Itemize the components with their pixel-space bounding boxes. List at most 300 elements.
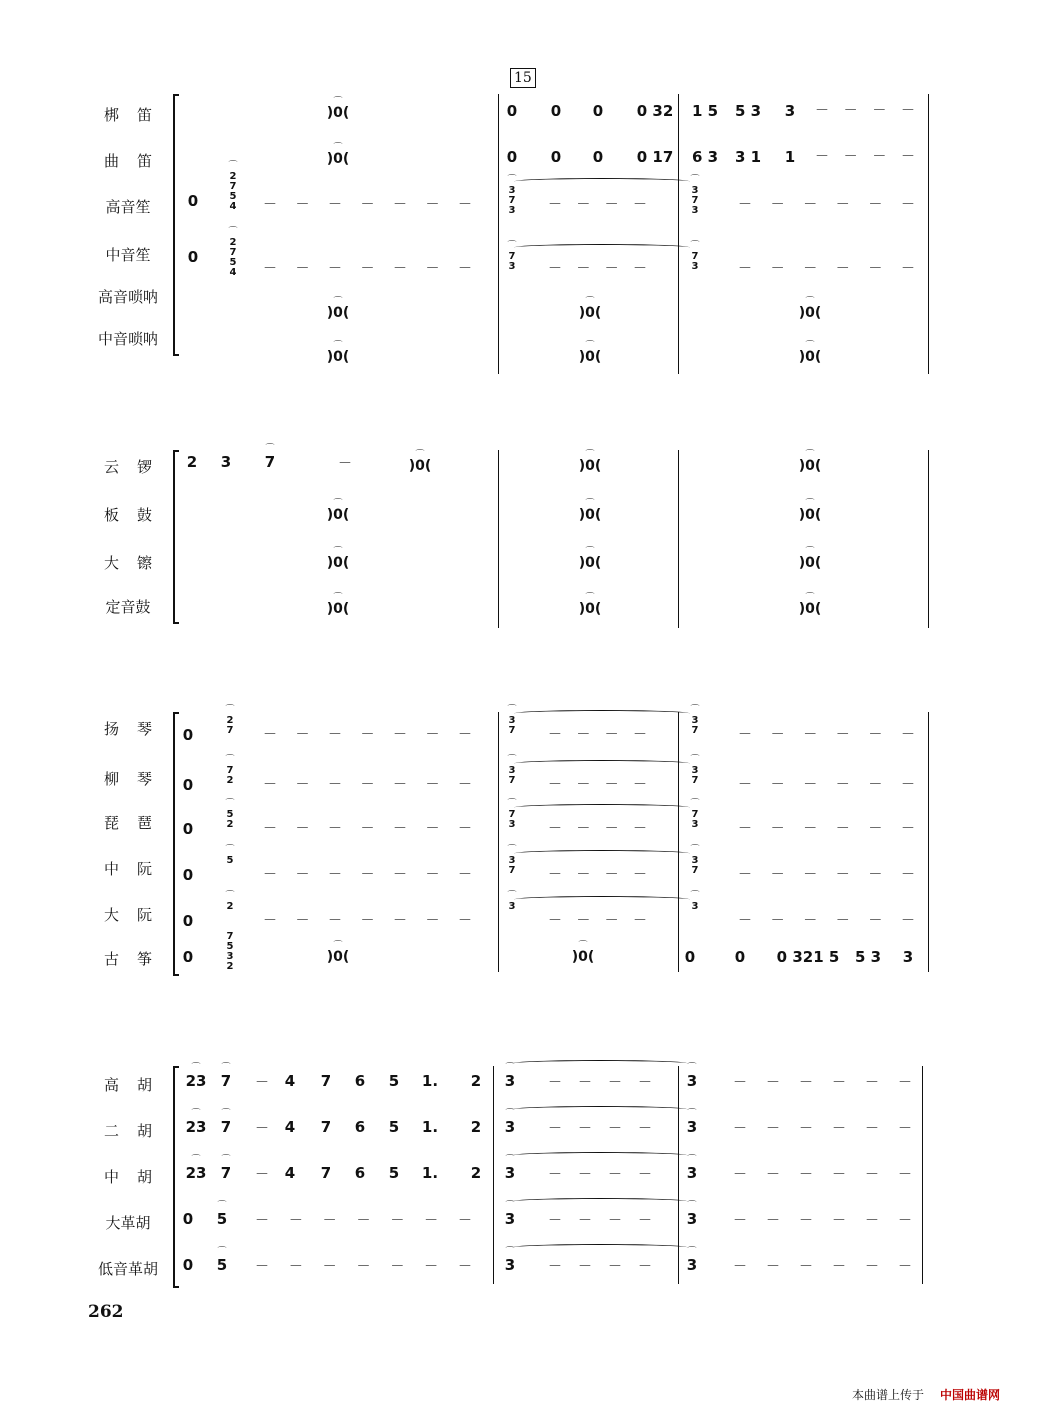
hold-dash: － bbox=[868, 197, 883, 213]
note: 3 bbox=[504, 1118, 516, 1136]
fermata: ⌒ bbox=[585, 499, 595, 509]
tie-arc bbox=[514, 178, 690, 185]
hold-dash: － bbox=[770, 727, 785, 743]
chord-stack: 2 7 5 4 bbox=[229, 237, 237, 278]
fermata: ⌒ bbox=[690, 845, 700, 855]
hold-dash: － bbox=[766, 1213, 780, 1229]
hold-dash: － bbox=[360, 727, 375, 743]
fermata: ⌒ bbox=[225, 845, 235, 855]
hold-dash: － bbox=[738, 197, 752, 213]
chord-stack: 3 7 bbox=[508, 855, 516, 876]
hold-dash: － bbox=[263, 197, 277, 213]
note: 3 bbox=[784, 102, 796, 120]
fermata: ⌒ bbox=[687, 1109, 697, 1119]
barline bbox=[922, 1066, 923, 1284]
hold-dash: － bbox=[328, 777, 342, 793]
note: 6 bbox=[354, 1072, 366, 1090]
hold-dash: － bbox=[872, 103, 887, 119]
fermata: ⌒ bbox=[690, 755, 700, 765]
fermata: ⌒ bbox=[690, 705, 700, 715]
hold-dash: － bbox=[633, 821, 647, 837]
note: 5 bbox=[388, 1164, 400, 1182]
rest-symbol: )0( bbox=[798, 458, 822, 474]
hold-dash: － bbox=[868, 261, 883, 277]
fermata: ⌒ bbox=[585, 593, 595, 603]
hold-dash: － bbox=[815, 103, 829, 119]
hold-dash: － bbox=[458, 197, 472, 213]
note: 2 bbox=[470, 1164, 482, 1182]
barline bbox=[678, 94, 679, 374]
fermata: ⌒ bbox=[585, 297, 595, 307]
hold-dash: － bbox=[255, 1121, 269, 1137]
hold-dash: － bbox=[835, 777, 850, 793]
hold-dash: － bbox=[255, 1075, 269, 1091]
hold-dash: － bbox=[576, 261, 591, 277]
fermata: ⌒ bbox=[191, 1155, 201, 1165]
hold-dash: － bbox=[738, 777, 752, 793]
fermata: ⌒ bbox=[507, 705, 517, 715]
hold-dash: － bbox=[604, 261, 619, 277]
note: 3 bbox=[504, 1256, 516, 1274]
note: 5 3 bbox=[734, 102, 762, 120]
note: 0 bbox=[182, 1210, 194, 1228]
hold-dash: － bbox=[738, 261, 752, 277]
hold-dash: － bbox=[843, 103, 858, 119]
hold-dash: － bbox=[633, 727, 647, 743]
note: 23 bbox=[185, 1072, 207, 1090]
hold-dash: － bbox=[578, 1213, 592, 1229]
hold-dash: － bbox=[458, 1259, 472, 1275]
note: 3 bbox=[504, 1210, 516, 1228]
hold-dash: － bbox=[803, 727, 818, 743]
hold-dash: － bbox=[356, 1259, 371, 1275]
hold-dash: － bbox=[328, 197, 342, 213]
hold-dash: － bbox=[458, 821, 472, 837]
staff-bracket bbox=[173, 1066, 179, 1288]
hold-dash: － bbox=[835, 821, 850, 837]
rest-symbol: )0( bbox=[326, 555, 350, 571]
rest-symbol: )0( bbox=[798, 555, 822, 571]
instrument-label: 定音鼓 bbox=[105, 598, 151, 616]
fermata: ⌒ bbox=[225, 755, 235, 765]
note: 2 bbox=[470, 1118, 482, 1136]
fermata: ⌒ bbox=[333, 341, 343, 351]
hold-dash: － bbox=[803, 197, 818, 213]
hold-dash: － bbox=[322, 1213, 337, 1229]
fermata: ⌒ bbox=[225, 705, 235, 715]
note: 7 bbox=[220, 1164, 232, 1182]
hold-dash: － bbox=[548, 777, 562, 793]
hold-dash: － bbox=[633, 777, 647, 793]
hold-dash: － bbox=[393, 197, 407, 213]
fermata: ⌒ bbox=[507, 891, 517, 901]
hold-dash: － bbox=[832, 1167, 846, 1183]
fermata: ⌒ bbox=[505, 1247, 515, 1257]
chord-stack: 5 bbox=[226, 855, 234, 866]
note: 6 bbox=[354, 1118, 366, 1136]
note: 0 bbox=[550, 148, 562, 166]
hold-dash: － bbox=[608, 1213, 622, 1229]
fermata: ⌒ bbox=[805, 593, 815, 603]
rest-symbol: )0( bbox=[326, 507, 350, 523]
hold-dash: － bbox=[295, 197, 310, 213]
note: 5 3 bbox=[854, 948, 882, 966]
hold-dash: － bbox=[255, 1259, 269, 1275]
hold-dash: － bbox=[901, 913, 915, 929]
note: 0 bbox=[182, 1256, 194, 1274]
instrument-label: 梆笛 bbox=[103, 106, 170, 124]
hold-dash: － bbox=[425, 727, 440, 743]
hold-dash: － bbox=[868, 821, 883, 837]
hold-dash: － bbox=[458, 261, 472, 277]
fermata: ⌒ bbox=[333, 297, 343, 307]
hold-dash: － bbox=[393, 727, 407, 743]
hold-dash: － bbox=[865, 1075, 879, 1091]
hold-dash: － bbox=[458, 1213, 472, 1229]
fermata: ⌒ bbox=[191, 1109, 201, 1119]
note: 0 bbox=[182, 912, 194, 930]
fermata: ⌒ bbox=[221, 1063, 231, 1073]
fermata: ⌒ bbox=[585, 341, 595, 351]
hold-dash: － bbox=[548, 821, 562, 837]
hold-dash: － bbox=[263, 867, 277, 883]
hold-dash: － bbox=[360, 913, 375, 929]
instrument-label: 低音革胡 bbox=[97, 1260, 158, 1278]
fermata: ⌒ bbox=[805, 341, 815, 351]
note: 0 bbox=[684, 948, 696, 966]
fermata: ⌒ bbox=[690, 891, 700, 901]
hold-dash: － bbox=[578, 1075, 592, 1091]
hold-dash: － bbox=[390, 1213, 405, 1229]
fermata: ⌒ bbox=[687, 1063, 697, 1073]
instrument-label: 大阮 bbox=[103, 906, 170, 924]
hold-dash: － bbox=[328, 261, 342, 277]
hold-dash: － bbox=[901, 103, 915, 119]
barline bbox=[928, 94, 929, 374]
hold-dash: － bbox=[832, 1121, 846, 1137]
instrument-label: 中音唢呐 bbox=[97, 330, 158, 348]
hold-dash: － bbox=[458, 727, 472, 743]
rest-symbol: )0( bbox=[326, 105, 350, 121]
hold-dash: － bbox=[638, 1167, 652, 1183]
hold-dash: － bbox=[803, 867, 818, 883]
note: 3 bbox=[686, 1210, 698, 1228]
hold-dash: － bbox=[770, 777, 785, 793]
hold-dash: － bbox=[733, 1213, 747, 1229]
hold-dash: － bbox=[799, 1259, 813, 1275]
hold-dash: － bbox=[901, 727, 915, 743]
hold-dash: － bbox=[898, 1167, 912, 1183]
tie-arc bbox=[514, 710, 690, 717]
fermata: ⌒ bbox=[687, 1155, 697, 1165]
hold-dash: － bbox=[263, 777, 277, 793]
hold-dash: － bbox=[295, 777, 310, 793]
barline bbox=[678, 450, 679, 628]
fermata: ⌒ bbox=[333, 593, 343, 603]
hold-dash: － bbox=[360, 777, 375, 793]
hold-dash: － bbox=[263, 727, 277, 743]
fermata: ⌒ bbox=[265, 444, 275, 454]
note: 7 bbox=[320, 1164, 332, 1182]
hold-dash: － bbox=[733, 1259, 747, 1275]
hold-dash: － bbox=[799, 1121, 813, 1137]
hold-dash: － bbox=[255, 1213, 269, 1229]
note: 0 bbox=[506, 102, 518, 120]
rest-symbol: )0( bbox=[326, 949, 350, 965]
chord-stack: 3 bbox=[691, 901, 699, 912]
hold-dash: － bbox=[295, 727, 310, 743]
fermata: ⌒ bbox=[507, 241, 517, 251]
tie-arc bbox=[514, 850, 690, 857]
hold-dash: － bbox=[803, 777, 818, 793]
hold-dash: － bbox=[803, 913, 818, 929]
fermata: ⌒ bbox=[585, 450, 595, 460]
note: 7 bbox=[220, 1118, 232, 1136]
hold-dash: － bbox=[738, 821, 752, 837]
chord-stack: 3 7 bbox=[508, 765, 516, 786]
chord-stack: 3 7 bbox=[691, 765, 699, 786]
hold-dash: － bbox=[288, 1213, 303, 1229]
fermata: ⌒ bbox=[578, 941, 588, 951]
instrument-label: 中阮 bbox=[103, 860, 170, 878]
hold-dash: － bbox=[295, 913, 310, 929]
rest-symbol: )0( bbox=[326, 305, 350, 321]
chord-stack: 3 bbox=[508, 901, 516, 912]
hold-dash: － bbox=[604, 777, 619, 793]
hold-dash: － bbox=[360, 261, 375, 277]
fermata: ⌒ bbox=[505, 1063, 515, 1073]
instrument-label: 高音笙 bbox=[105, 198, 151, 216]
hold-dash: － bbox=[766, 1167, 780, 1183]
rest-symbol: )0( bbox=[326, 349, 350, 365]
fermata: ⌒ bbox=[333, 499, 343, 509]
hold-dash: － bbox=[835, 913, 850, 929]
note: 3 bbox=[220, 453, 232, 471]
note: 7 bbox=[320, 1118, 332, 1136]
barline bbox=[678, 712, 679, 972]
note: 5 bbox=[216, 1210, 228, 1228]
hold-dash: － bbox=[633, 261, 647, 277]
hold-dash: － bbox=[608, 1259, 622, 1275]
fermata: ⌒ bbox=[505, 1201, 515, 1211]
rest-symbol: )0( bbox=[578, 305, 602, 321]
hold-dash: － bbox=[263, 913, 277, 929]
hold-dash: － bbox=[393, 777, 407, 793]
fermata: ⌒ bbox=[221, 1155, 231, 1165]
hold-dash: － bbox=[766, 1121, 780, 1137]
note: 0 321 5 bbox=[776, 948, 840, 966]
hold-dash: － bbox=[898, 1259, 912, 1275]
hold-dash: － bbox=[425, 261, 440, 277]
hold-dash: － bbox=[576, 777, 591, 793]
tie-arc bbox=[514, 804, 690, 811]
hold-dash: － bbox=[803, 261, 818, 277]
note: 1. bbox=[421, 1118, 439, 1136]
hold-dash: － bbox=[738, 913, 752, 929]
note: 23 bbox=[185, 1118, 207, 1136]
hold-dash: － bbox=[424, 1259, 439, 1275]
hold-dash: － bbox=[578, 1121, 592, 1137]
footer-site-logo: 中国曲谱网 bbox=[940, 1388, 1001, 1402]
fermata: ⌒ bbox=[690, 799, 700, 809]
chord-stack: 5 2 bbox=[226, 809, 234, 830]
fermata: ⌒ bbox=[507, 175, 517, 185]
chord-stack: 2 bbox=[226, 901, 234, 912]
instrument-label: 板鼓 bbox=[103, 506, 170, 524]
chord-stack: 3 7 3 bbox=[691, 185, 699, 216]
chord-stack: 7 3 bbox=[691, 251, 699, 272]
tie-arc bbox=[512, 1198, 688, 1205]
instrument-label: 柳琴 bbox=[103, 770, 170, 788]
hold-dash: － bbox=[393, 261, 407, 277]
hold-dash: － bbox=[832, 1259, 846, 1275]
hold-dash: － bbox=[770, 867, 785, 883]
note: 7 bbox=[220, 1072, 232, 1090]
fermata: ⌒ bbox=[333, 143, 343, 153]
tie-arc bbox=[512, 1244, 688, 1251]
note: 0 17 bbox=[636, 148, 674, 166]
rehearsal-mark: 15 bbox=[510, 68, 536, 88]
rest-symbol: )0( bbox=[326, 151, 350, 167]
hold-dash: － bbox=[633, 913, 647, 929]
hold-dash: － bbox=[868, 913, 883, 929]
staff-bracket bbox=[173, 712, 179, 976]
staff-bracket bbox=[173, 94, 179, 356]
hold-dash: － bbox=[633, 867, 647, 883]
instrument-label: 云锣 bbox=[103, 458, 170, 476]
chord-stack: 3 7 bbox=[691, 855, 699, 876]
fermata: ⌒ bbox=[505, 1109, 515, 1119]
hold-dash: － bbox=[263, 821, 277, 837]
fermata: ⌒ bbox=[505, 1155, 515, 1165]
hold-dash: － bbox=[770, 913, 785, 929]
hold-dash: － bbox=[843, 149, 858, 165]
hold-dash: － bbox=[604, 197, 619, 213]
fermata: ⌒ bbox=[507, 845, 517, 855]
instrument-label: 高胡 bbox=[103, 1076, 170, 1094]
hold-dash: － bbox=[295, 867, 310, 883]
fermata: ⌒ bbox=[225, 799, 235, 809]
note: 0 bbox=[592, 102, 604, 120]
rest-symbol: )0( bbox=[578, 349, 602, 365]
hold-dash: － bbox=[733, 1121, 747, 1137]
hold-dash: － bbox=[835, 727, 850, 743]
note: 0 bbox=[550, 102, 562, 120]
note: 1 bbox=[784, 148, 796, 166]
instrument-label: 古筝 bbox=[103, 950, 170, 968]
note: 3 bbox=[504, 1164, 516, 1182]
tie-arc bbox=[514, 244, 690, 251]
hold-dash: － bbox=[288, 1259, 303, 1275]
note: 0 bbox=[734, 948, 746, 966]
rest-symbol: )0( bbox=[798, 349, 822, 365]
tie-arc bbox=[514, 896, 690, 903]
fermata: ⌒ bbox=[507, 799, 517, 809]
hold-dash: － bbox=[770, 261, 785, 277]
hold-dash: － bbox=[393, 913, 407, 929]
note: 5 bbox=[216, 1256, 228, 1274]
rest-symbol: )0( bbox=[578, 507, 602, 523]
tie-arc bbox=[514, 760, 690, 767]
fermata: ⌒ bbox=[805, 547, 815, 557]
note: 3 bbox=[686, 1118, 698, 1136]
fermata: ⌒ bbox=[225, 891, 235, 901]
fermata: ⌒ bbox=[690, 241, 700, 251]
note: 3 bbox=[686, 1164, 698, 1182]
rest-symbol: )0( bbox=[408, 458, 432, 474]
note: 0 bbox=[182, 820, 194, 838]
chord-stack: 7 3 bbox=[691, 809, 699, 830]
hold-dash: － bbox=[328, 727, 342, 743]
note: 6 bbox=[354, 1164, 366, 1182]
note: 5 bbox=[388, 1118, 400, 1136]
note: 0 bbox=[506, 148, 518, 166]
fermata: ⌒ bbox=[687, 1201, 697, 1211]
hold-dash: － bbox=[835, 261, 850, 277]
fermata: ⌒ bbox=[585, 547, 595, 557]
hold-dash: － bbox=[638, 1121, 652, 1137]
fermata: ⌒ bbox=[333, 547, 343, 557]
note: 3 bbox=[686, 1256, 698, 1274]
barline bbox=[498, 712, 499, 972]
hold-dash: － bbox=[770, 821, 785, 837]
hold-dash: － bbox=[576, 727, 591, 743]
barline bbox=[928, 712, 929, 972]
hold-dash: － bbox=[604, 913, 619, 929]
hold-dash: － bbox=[872, 149, 887, 165]
hold-dash: － bbox=[578, 1167, 592, 1183]
fermata: ⌒ bbox=[191, 1063, 201, 1073]
hold-dash: － bbox=[835, 197, 850, 213]
barline bbox=[498, 450, 499, 628]
note: 5 bbox=[388, 1072, 400, 1090]
hold-dash: － bbox=[604, 727, 619, 743]
barline bbox=[493, 1066, 494, 1284]
note: 0 bbox=[182, 866, 194, 884]
rest-symbol: )0( bbox=[798, 305, 822, 321]
hold-dash: － bbox=[733, 1167, 747, 1183]
hold-dash: － bbox=[390, 1259, 405, 1275]
footer-upload-text: 本曲谱上传于 bbox=[852, 1388, 925, 1402]
hold-dash: － bbox=[868, 727, 883, 743]
staff-bracket bbox=[173, 450, 179, 624]
chord-stack: 3 7 bbox=[508, 715, 516, 736]
fermata: ⌒ bbox=[228, 161, 238, 171]
hold-dash: － bbox=[576, 867, 591, 883]
hold-dash: － bbox=[638, 1259, 652, 1275]
hold-dash: － bbox=[803, 821, 818, 837]
hold-dash: － bbox=[255, 1167, 269, 1183]
hold-dash: － bbox=[733, 1075, 747, 1091]
note: 3 1 bbox=[734, 148, 762, 166]
note: 0 bbox=[182, 776, 194, 794]
rest-symbol: )0( bbox=[326, 601, 350, 617]
hold-dash: － bbox=[865, 1121, 879, 1137]
hold-dash: － bbox=[576, 821, 591, 837]
hold-dash: － bbox=[548, 727, 562, 743]
hold-dash: － bbox=[901, 261, 915, 277]
hold-dash: － bbox=[815, 149, 829, 165]
hold-dash: － bbox=[425, 777, 440, 793]
note: 2 bbox=[186, 453, 198, 471]
chord-stack: 7 3 bbox=[508, 251, 516, 272]
hold-dash: － bbox=[425, 821, 440, 837]
hold-dash: － bbox=[638, 1075, 652, 1091]
hold-dash: － bbox=[638, 1213, 652, 1229]
hold-dash: － bbox=[865, 1259, 879, 1275]
note: 0 bbox=[592, 148, 604, 166]
chord-stack: 3 7 bbox=[691, 715, 699, 736]
